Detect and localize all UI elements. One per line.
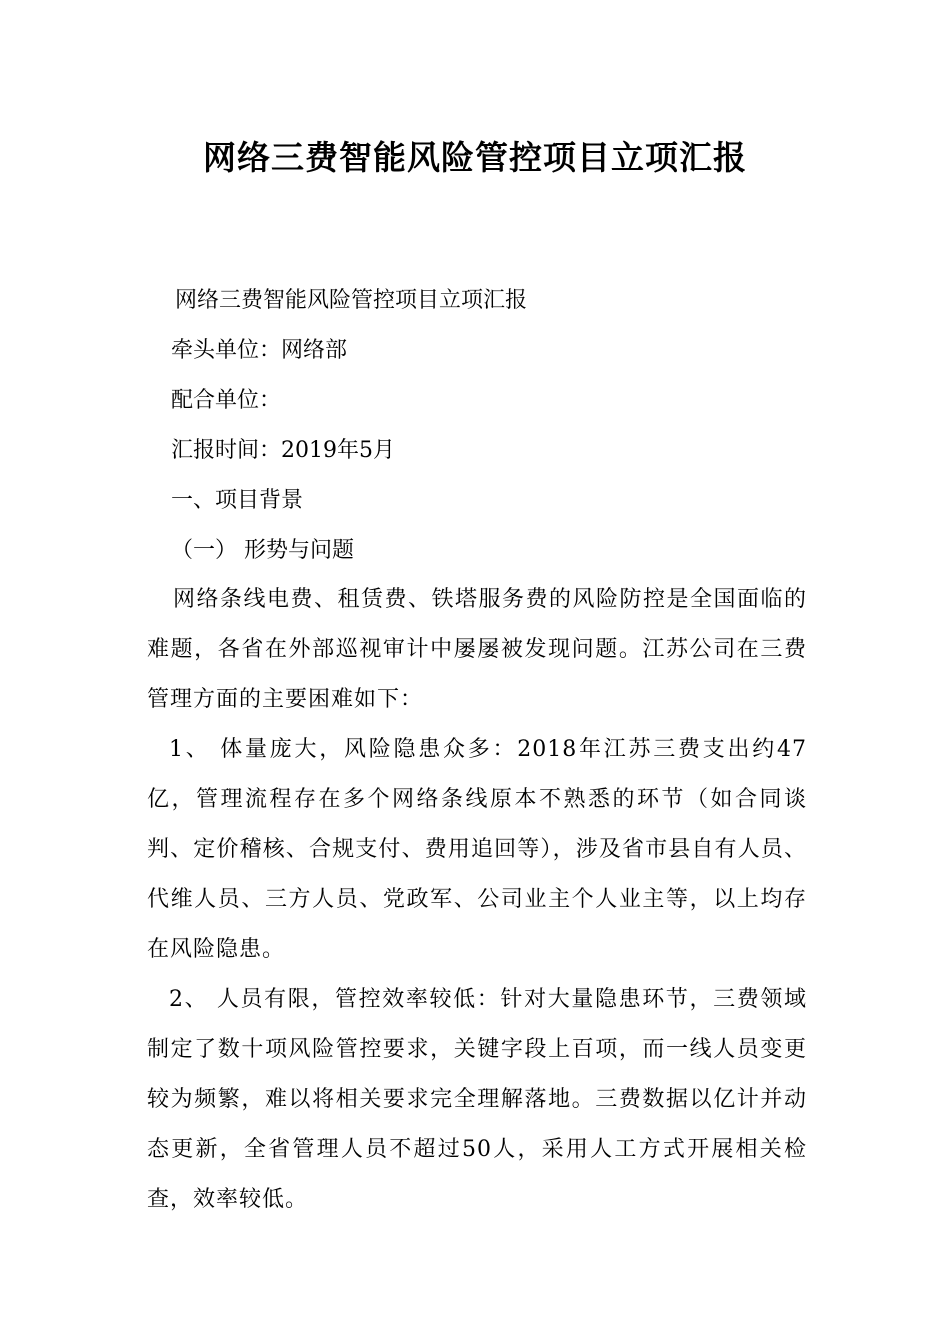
- document-subtitle: 网络三费智能风险管控项目立项汇报: [175, 288, 528, 313]
- subsection-heading-situation: （一） 形势与问题: [171, 538, 354, 563]
- coop-unit-line: 配合单位：: [171, 388, 282, 413]
- document-title: 网络三费智能风险管控项目立项汇报: [203, 138, 747, 177]
- list-item-2: 2、 人员有限，管控效率较低：针对大量隐患环节，三费领域制定了数十项风险管控要求，关键字段上百项，而一线人员变更较为频繁，难以将相关要求完全理解落地。三费数据以亿计并动态更新，全省管理人员不超过50人，采用人工方式开展相关检查，效率较低。: [147, 987, 807, 1212]
- intro-paragraph: 网络条线电费、租赁费、铁塔服务费的风险防控是全国面临的难题，各省在外部巡视审计中屡屡被发现问题。江苏公司在三费管理方面的主要困难如下：: [147, 587, 807, 712]
- document-body: [147, 282, 807, 1225]
- lead-unit-line: 牵头单位：网络部: [171, 338, 348, 363]
- report-time-line: 汇报时间：2019年5月: [171, 438, 395, 463]
- list-item-1: 1、 体量庞大，风险隐患众多：2018年江苏三费支出约47亿，管理流程存在多个网络条线原本不熟悉的环节（如合同谈判、定价稽核、合规支付、费用追回等），涉及省市县自有人员、代维人员、三方人员、党政军、公司业主个人业主等，以上均存在风险隐患。: [147, 737, 807, 962]
- section-heading-background: 一、项目背景: [171, 488, 304, 513]
